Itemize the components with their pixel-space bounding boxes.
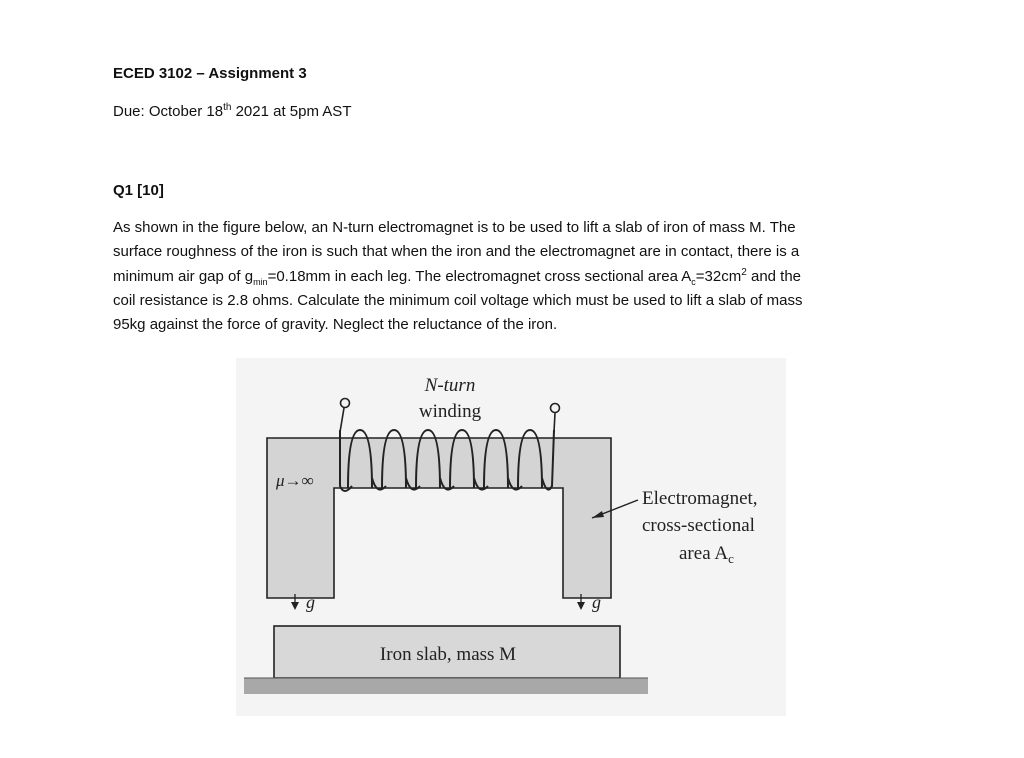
gap-subscript: min [253,276,268,287]
winding-label-line2: winding [418,401,482,422]
question-heading: Q1 [10] [113,182,164,199]
electromagnet-label-line1: Electromagnet, [642,488,758,509]
terminal-left-icon [341,399,350,408]
terminal-right-icon [551,404,560,413]
question-line: As shown in the figure below, an N-turn electromagnet is to be used to lift a slab of iron of mass M. The [113,219,796,236]
electromagnet-diagram [236,358,786,716]
question-text: =32cm [695,267,742,285]
slab-label: Iron slab, mass M [379,644,517,665]
question-line: surface roughness of the iron is such that when the iron and the electromagnet are in contact, there is a [113,243,800,261]
gap-label-left: g [306,592,315,612]
due-superscript: th [223,102,232,113]
question-body [113,216,913,337]
due-suffix: 2021 at 5pm AST [231,103,352,120]
due-date [113,103,351,120]
area-superscript: 2 [741,266,747,278]
area-subscript: c [691,276,696,287]
winding-label-line1: N-turn [424,375,476,396]
area-label-subscript: c [728,551,734,566]
question-line [113,265,913,289]
document-title: ECED 3102 – Assignment 3 [113,65,307,82]
question-text: minimum air gap of g [113,267,254,285]
electromagnet-label-line3 [679,543,734,566]
permeability-label: μ→∞ [276,471,314,490]
due-prefix: Due: October 18 [113,103,224,120]
ground [244,678,648,694]
question-text: and the [746,267,802,285]
area-label: area A [679,543,729,564]
electromagnet-figure [236,358,786,716]
question-line: coil resistance is 2.8 ohms. Calculate the minimum coil voltage which must be used to lift a slab of mass [113,291,803,309]
question-text: =0.18mm in each leg. The electromagnet cross sectional area A [267,267,692,285]
gap-label-right: g [592,592,601,612]
question-line: 95kg against the force of gravity. Neglect the reluctance of the iron. [113,316,558,334]
electromagnet-label-line2: cross-sectional [642,515,755,536]
